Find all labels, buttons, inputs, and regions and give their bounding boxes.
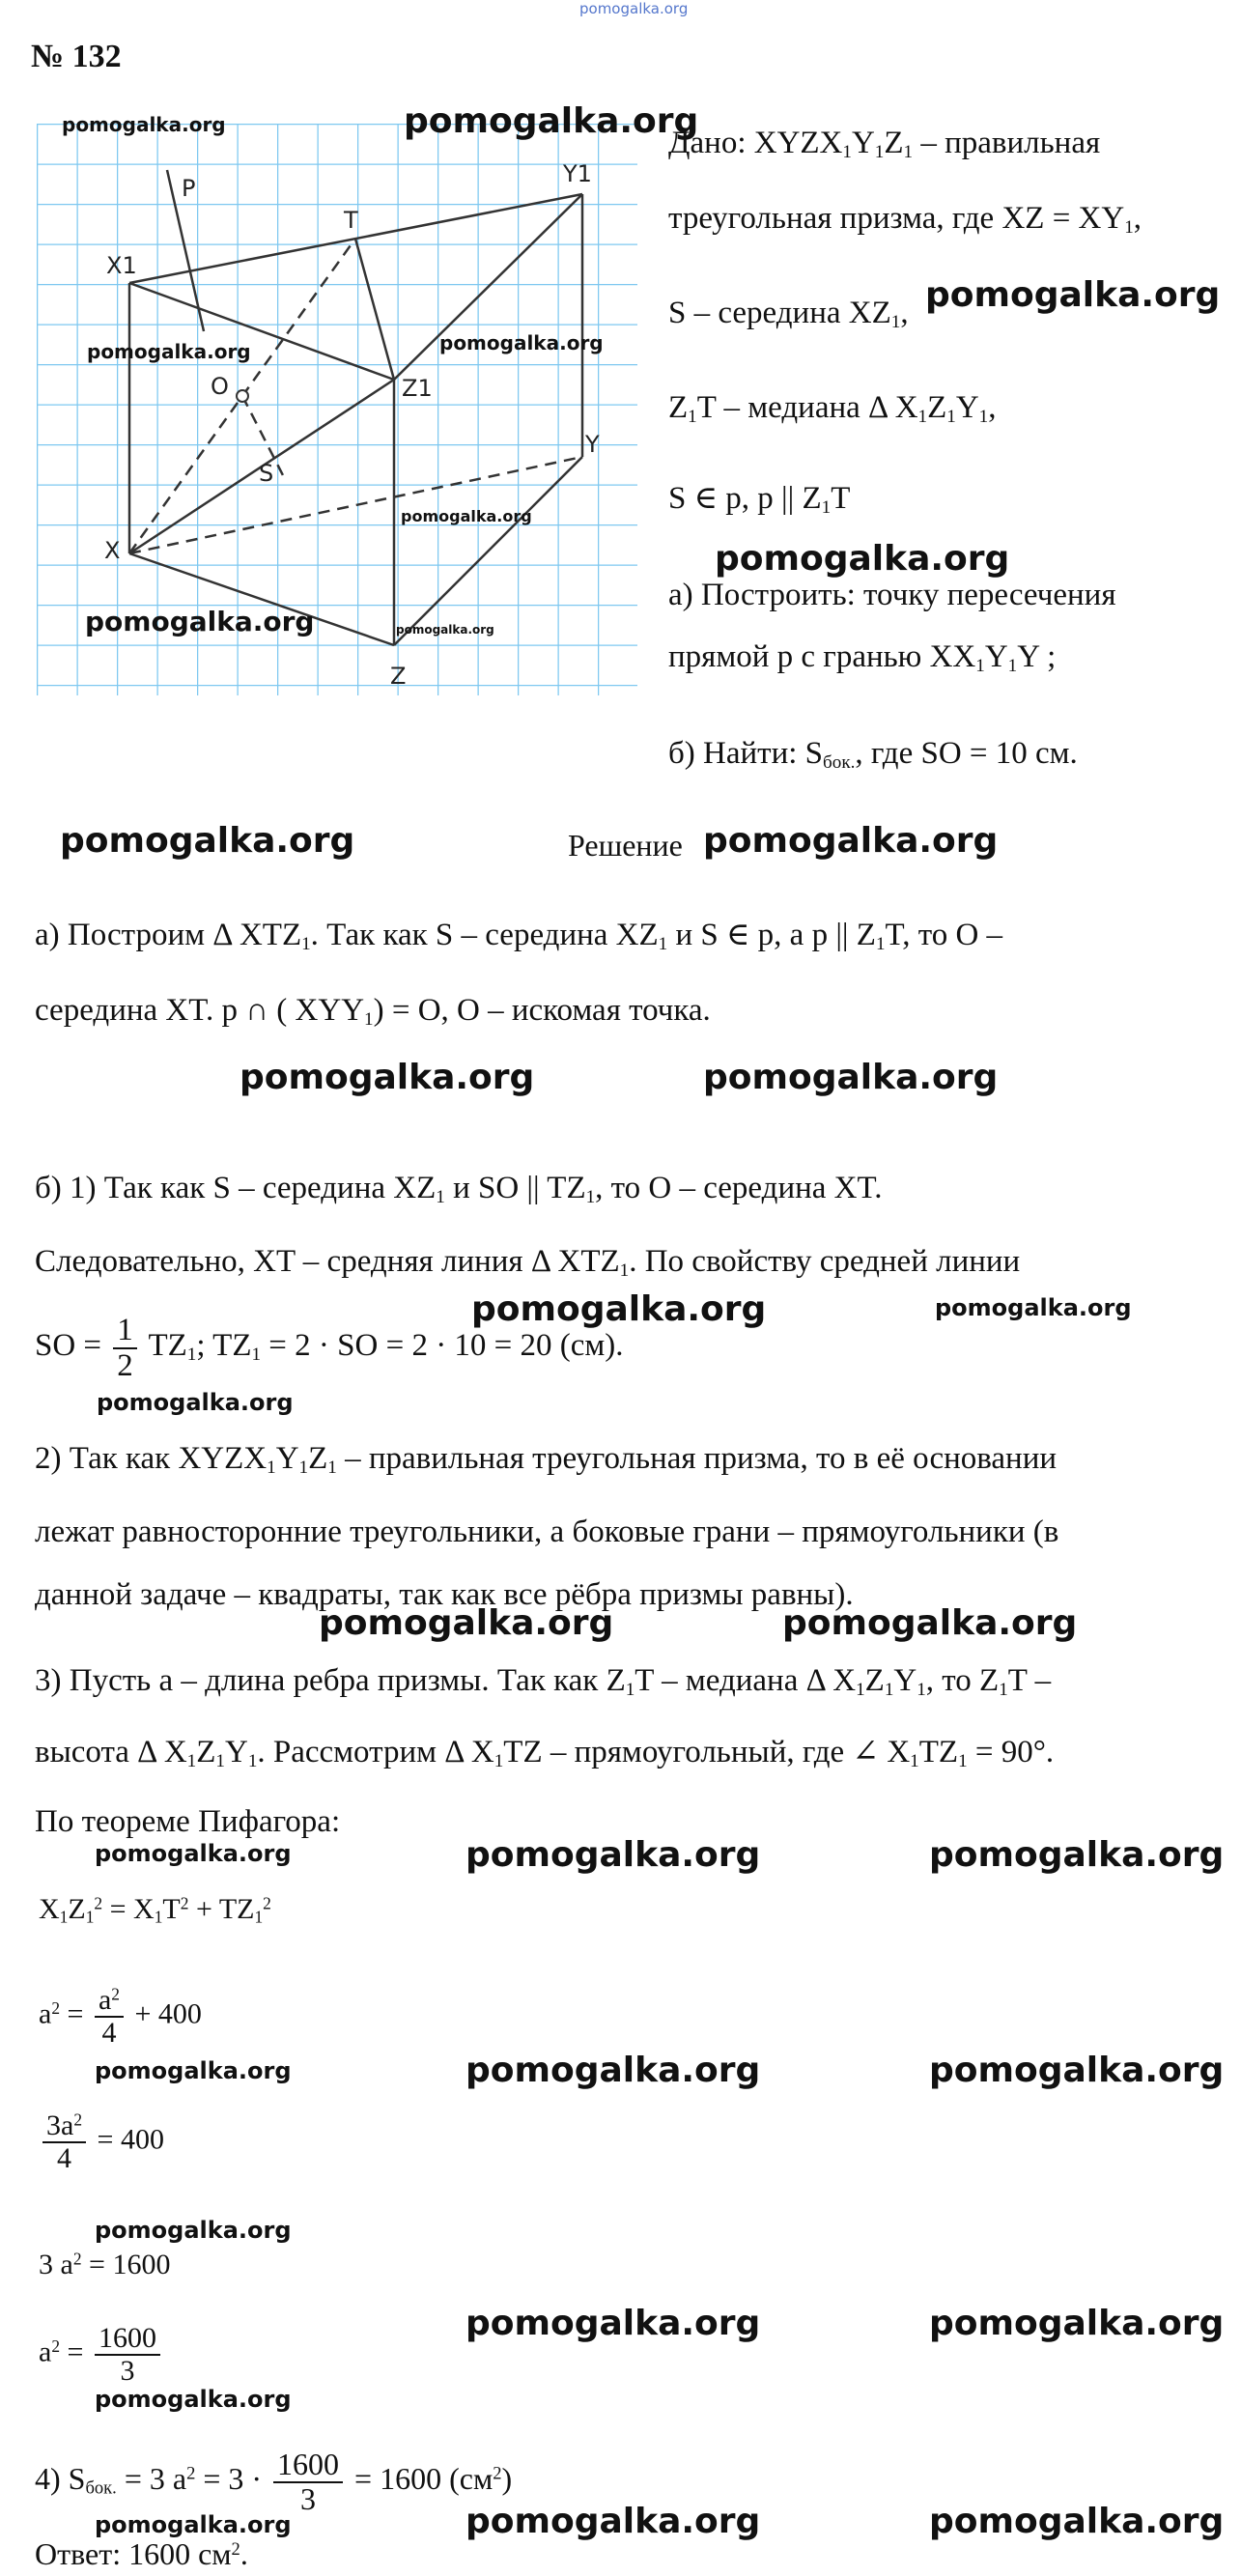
solution-heading: Решение bbox=[568, 828, 683, 863]
watermark: pomogalka.org bbox=[60, 821, 355, 861]
given-line-4: $Z_1T$ – медиана Δ $X_1Z_1Y_1$, bbox=[668, 390, 997, 427]
equation-4: 3 $a^2 = 1600$ bbox=[39, 2249, 171, 2280]
equation-5: $a^2$ = $\frac{1600}{3}$ bbox=[39, 2323, 164, 2386]
watermark: pomogalka.org bbox=[97, 1389, 294, 1416]
watermark: pomogalka.org bbox=[465, 1835, 761, 1875]
point-o bbox=[237, 390, 248, 402]
solution-b-line-1: б) 1) Так как S – середина $XZ_1$ и SO || $TZ_1$, то O – середина XT. bbox=[35, 1171, 883, 1207]
watermark: pomogalka.org bbox=[87, 340, 251, 363]
given-line-8: б) Найти: $S_{бок.}$, где SO = 10 см. bbox=[668, 736, 1078, 773]
given-line-6: а) Построить: точку пересечения bbox=[668, 578, 1116, 612]
given-line-1: Дано: $XYZX_1Y_1Z_1$ – правильная bbox=[668, 126, 1101, 162]
watermark: pomogalka.org bbox=[396, 623, 494, 637]
watermark: pomogalka.org bbox=[929, 1835, 1225, 1875]
fraction-1600-over-3: $\frac{1600}{3}$ bbox=[95, 2323, 160, 2386]
solution-c-line-2: лежат равносторонние треугольники, а боковые грани – прямоугольники (в bbox=[35, 1514, 1059, 1549]
solution-d-line-2: высота Δ $X_1Z_1Y_1$. Рассмотрим Δ $X_1TZ$ – прямоугольный, где ∠ $X_1TZ_1 = 90^\circ$. bbox=[35, 1735, 1055, 1771]
label-y: Y bbox=[585, 431, 600, 458]
watermark: pomogalka.org bbox=[240, 1058, 535, 1097]
watermark: pomogalka.org bbox=[782, 1603, 1078, 1643]
watermark: pomogalka.org bbox=[465, 2051, 761, 2090]
answer: Ответ: 1600 $см^2$. bbox=[35, 2536, 248, 2571]
solution-a-line-1: а) Построим Δ $XTZ_1$. Так как S – середина $XZ_1$ и S ∈ p, а p || $Z_1T$, то O – bbox=[35, 918, 1003, 954]
label-x1: X1 bbox=[106, 252, 137, 279]
label-t: T bbox=[344, 207, 358, 234]
label-p: P bbox=[182, 175, 196, 202]
equation-2: $a^2$ = $\frac{a^2}{4}$ + 400 bbox=[39, 1984, 202, 2049]
fraction-a2-over-4: $\frac{a^2}{4}$ bbox=[95, 1985, 124, 2048]
label-x: X bbox=[104, 537, 121, 564]
watermark: pomogalka.org bbox=[95, 2511, 292, 2538]
solution-c-line-1: 2) Так как $XYZX_1Y_1Z_1$ – правильная треугольная призма, то в её основании bbox=[35, 1441, 1058, 1478]
watermark: pomogalka.org bbox=[471, 1289, 767, 1329]
watermark: pomogalka.org bbox=[465, 2304, 761, 2343]
watermark: pomogalka.org bbox=[85, 606, 315, 637]
fraction-1600-over-3-b: $\frac{1600}{3}$ bbox=[273, 2449, 343, 2515]
watermark: pomogalka.org bbox=[95, 2386, 292, 2413]
solution-c-line-3: данной задаче – квадраты, так как все рёбра призмы равны). bbox=[35, 1577, 854, 1612]
watermark: pomogalka.org bbox=[703, 1058, 999, 1097]
watermark: pomogalka.org bbox=[703, 821, 999, 861]
label-s: S bbox=[259, 460, 274, 487]
problem-number: № 132 bbox=[31, 39, 122, 74]
watermark: pomogalka.org bbox=[929, 2502, 1225, 2541]
watermark: pomogalka.org bbox=[465, 2502, 761, 2541]
fraction-one-half: $\frac{1}{2}$ bbox=[113, 1314, 137, 1382]
watermark-top: pomogalka.org bbox=[579, 0, 689, 17]
watermark: pomogalka.org bbox=[715, 539, 1010, 579]
watermark: pomogalka.org bbox=[62, 113, 226, 136]
label-z1: Z1 bbox=[402, 375, 433, 402]
fraction-3a2-over-4: $\frac{3a^2}{4}$ bbox=[42, 2110, 86, 2173]
solution-a-line-2: середина XT. p ∩ ( $XYY_1) = O$, O – искомая точка. bbox=[35, 993, 711, 1030]
watermark: pomogalka.org bbox=[439, 331, 604, 354]
given-line-3: S – середина $XZ_1$, bbox=[668, 296, 909, 332]
watermark: pomogalka.org bbox=[319, 1603, 614, 1643]
given-line-2: треугольная призма, где XZ = $XY_1$, bbox=[668, 201, 1142, 238]
watermark: pomogalka.org bbox=[401, 507, 532, 525]
watermark: pomogalka.org bbox=[929, 2304, 1225, 2343]
label-y1: Y1 bbox=[563, 160, 592, 187]
watermark: pomogalka.org bbox=[925, 275, 1221, 315]
label-o: O bbox=[211, 373, 229, 400]
watermark: pomogalka.org bbox=[95, 1840, 292, 1867]
watermark: pomogalka.org bbox=[95, 2217, 292, 2244]
solution-d-line-1: 3) Пусть a – длина ребра призмы. Так как $Z_1T$ – медиана Δ $X_1Z_1Y_1$, то $Z_1T$ – bbox=[35, 1663, 1052, 1700]
watermark: pomogalka.org bbox=[404, 101, 699, 141]
watermark: pomogalka.org bbox=[935, 1294, 1132, 1321]
equation-3: $\frac{3a^2}{4}$ = 400 bbox=[39, 2110, 164, 2173]
label-z: Z bbox=[390, 663, 407, 690]
watermark: pomogalka.org bbox=[929, 2051, 1225, 2090]
given-line-7: прямой p с гранью $XX_1Y_1Y$ ; bbox=[668, 639, 1057, 676]
equation-lateral-area: 4) $S_{бок.} = 3$ $a^2 = 3$ · $\frac{1600}{3}$ = 1600 $(см^2)$ bbox=[35, 2447, 513, 2516]
solution-d-line-3: По теореме Пифагора: bbox=[35, 1804, 341, 1839]
watermark: pomogalka.org bbox=[95, 2057, 292, 2084]
given-line-5: S ∈ p, p || $Z_1T$ bbox=[668, 481, 851, 518]
solution-b-line-3: SO = $\frac{1}{2}$ $TZ_1$; $TZ_1 = 2$ · SO = 2 · 10 = 20 (см). bbox=[35, 1313, 624, 1383]
equation-pythagoras: $X_1Z_1^2 = X_1T^2 + TZ_1^2$ bbox=[39, 1893, 271, 1927]
solution-b-line-2: Следовательно, XT – средняя линия Δ $XTZ_1$. По свойству средней линии bbox=[35, 1244, 1021, 1281]
